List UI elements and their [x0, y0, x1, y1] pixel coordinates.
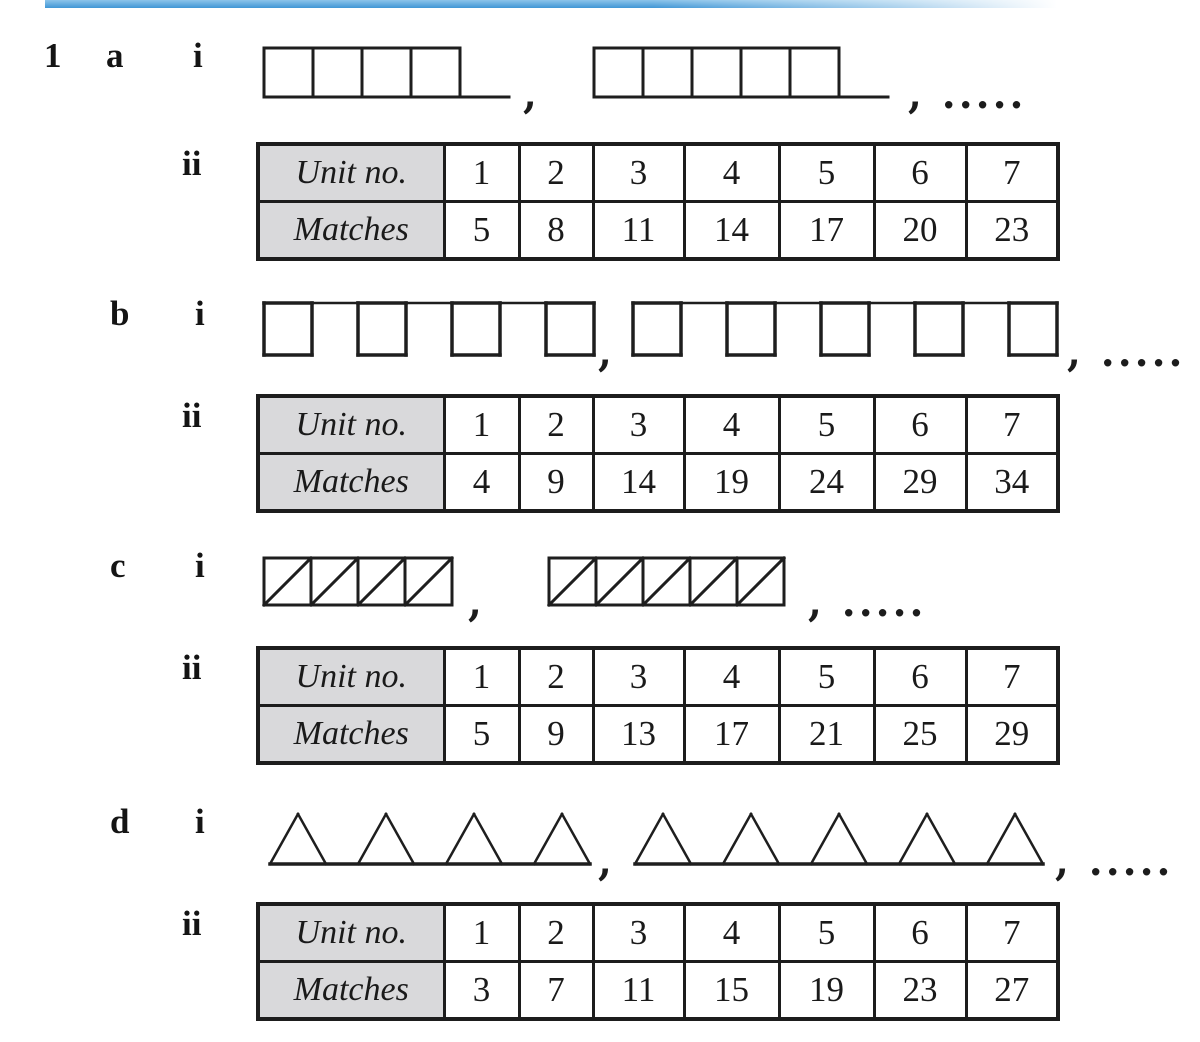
unit-number-cell: 3: [593, 396, 684, 454]
unit-number-cell: 6: [874, 396, 966, 454]
unit-number-cell: 6: [874, 648, 966, 706]
matches-value-cell: 24: [779, 454, 874, 512]
table-row: [258, 396, 1058, 454]
matches-value-cell: 20: [874, 202, 966, 260]
table-header-unit-no: Unit no.: [258, 396, 444, 454]
unit-number-cell: 2: [519, 396, 593, 454]
table-row: [258, 648, 1058, 706]
unit-number-cell: 5: [779, 904, 874, 962]
matches-value-cell: 5: [444, 202, 519, 260]
subpart-label-a-ii: ii: [182, 144, 202, 183]
matches-value-cell: 17: [779, 202, 874, 260]
question-number-label: 1: [44, 36, 62, 75]
matchstick-group-d-1: [268, 812, 592, 866]
unit-number-cell: 5: [779, 396, 874, 454]
matches-value-cell: 13: [593, 706, 684, 764]
matchstick-group-d-2: [633, 812, 1045, 866]
pattern-diagram-a: [262, 46, 1027, 118]
separator-comma: ,: [523, 71, 540, 118]
continuation-ellipsis: , .....: [1054, 838, 1174, 885]
matches-value-cell: 27: [966, 962, 1058, 1020]
part-label-d: d: [110, 802, 130, 841]
matches-value-cell: 14: [684, 202, 779, 260]
unit-number-cell: 1: [444, 396, 519, 454]
subpart-label-d-i: i: [195, 802, 205, 841]
matchstick-group-a-2: [592, 46, 890, 99]
continuation-ellipsis: , .....: [907, 71, 1027, 118]
matches-value-cell: 14: [593, 454, 684, 512]
matches-table: [256, 142, 1060, 261]
matches-value-cell: 17: [684, 706, 779, 764]
matches-value-cell: 25: [874, 706, 966, 764]
separator-comma: ,: [468, 579, 485, 626]
matches-value-cell: 21: [779, 706, 874, 764]
table-row: [258, 706, 1058, 764]
unit-number-cell: 3: [593, 648, 684, 706]
matchstick-group-b-2: [631, 301, 1059, 357]
matches-value-cell: 29: [966, 706, 1058, 764]
matches-value-cell: 5: [444, 706, 519, 764]
subpart-label-d-ii: ii: [182, 904, 202, 943]
matches-value-cell: 7: [519, 962, 593, 1020]
subpart-label-a-i: i: [193, 36, 203, 75]
matches-table-a: [256, 142, 1060, 261]
unit-number-cell: 3: [593, 144, 684, 202]
matches-value-cell: 9: [519, 454, 593, 512]
part-label-a: a: [106, 36, 124, 75]
table-row: [258, 202, 1058, 260]
pattern-diagram-d: [268, 812, 1174, 885]
matches-value-cell: 15: [684, 962, 779, 1020]
matches-table-b: [256, 394, 1060, 513]
table-row: [258, 454, 1058, 512]
unit-number-cell: 7: [966, 396, 1058, 454]
separator-comma: ,: [598, 329, 615, 376]
matchstick-group-c-1: [262, 556, 454, 607]
table-row: [258, 904, 1058, 962]
table-header-matches: Matches: [258, 454, 444, 512]
matches-value-cell: 23: [874, 962, 966, 1020]
matches-table-c: [256, 646, 1060, 765]
unit-number-cell: 6: [874, 144, 966, 202]
separator-comma: ,: [598, 838, 615, 885]
matches-value-cell: 19: [684, 454, 779, 512]
matches-table: [256, 902, 1060, 1021]
subpart-label-b-ii: ii: [182, 396, 202, 435]
table-row: [258, 962, 1058, 1020]
table-header-unit-no: Unit no.: [258, 144, 444, 202]
unit-number-cell: 4: [684, 648, 779, 706]
matches-value-cell: 8: [519, 202, 593, 260]
continuation-ellipsis: , .....: [807, 579, 927, 626]
table-header-matches: Matches: [258, 706, 444, 764]
unit-number-cell: 4: [684, 144, 779, 202]
unit-number-cell: 4: [684, 904, 779, 962]
unit-number-cell: 1: [444, 648, 519, 706]
part-label-c: c: [110, 546, 126, 585]
unit-number-cell: 1: [444, 904, 519, 962]
pattern-diagram-c: [262, 556, 927, 626]
subpart-label-b-i: i: [195, 294, 205, 333]
table-header-unit-no: Unit no.: [258, 904, 444, 962]
matchstick-group-b-1: [262, 301, 596, 357]
matches-value-cell: 23: [966, 202, 1058, 260]
matches-value-cell: 34: [966, 454, 1058, 512]
unit-number-cell: 1: [444, 144, 519, 202]
table-header-matches: Matches: [258, 202, 444, 260]
unit-number-cell: 4: [684, 396, 779, 454]
unit-number-cell: 5: [779, 648, 874, 706]
unit-number-cell: 7: [966, 144, 1058, 202]
matches-value-cell: 4: [444, 454, 519, 512]
matchstick-group-c-2: [547, 556, 786, 607]
subpart-label-c-i: i: [195, 546, 205, 585]
table-header-matches: Matches: [258, 962, 444, 1020]
matches-table: [256, 394, 1060, 513]
unit-number-cell: 6: [874, 904, 966, 962]
accent-bar: [45, 0, 1057, 8]
unit-number-cell: 7: [966, 648, 1058, 706]
matches-value-cell: 11: [593, 962, 684, 1020]
unit-number-cell: 7: [966, 904, 1058, 962]
matches-value-cell: 11: [593, 202, 684, 260]
subpart-label-c-ii: ii: [182, 648, 202, 687]
matches-table-d: [256, 902, 1060, 1021]
matches-value-cell: 3: [444, 962, 519, 1020]
unit-number-cell: 2: [519, 144, 593, 202]
matches-value-cell: 29: [874, 454, 966, 512]
unit-number-cell: 5: [779, 144, 874, 202]
matchstick-group-a-1: [262, 46, 511, 99]
unit-number-cell: 2: [519, 904, 593, 962]
table-header-unit-no: Unit no.: [258, 648, 444, 706]
pattern-diagram-b: [262, 301, 1186, 376]
matches-value-cell: 19: [779, 962, 874, 1020]
part-label-b: b: [110, 294, 130, 333]
unit-number-cell: 3: [593, 904, 684, 962]
table-row: [258, 144, 1058, 202]
matches-table: [256, 646, 1060, 765]
unit-number-cell: 2: [519, 648, 593, 706]
continuation-ellipsis: , .....: [1066, 329, 1186, 376]
matches-value-cell: 9: [519, 706, 593, 764]
